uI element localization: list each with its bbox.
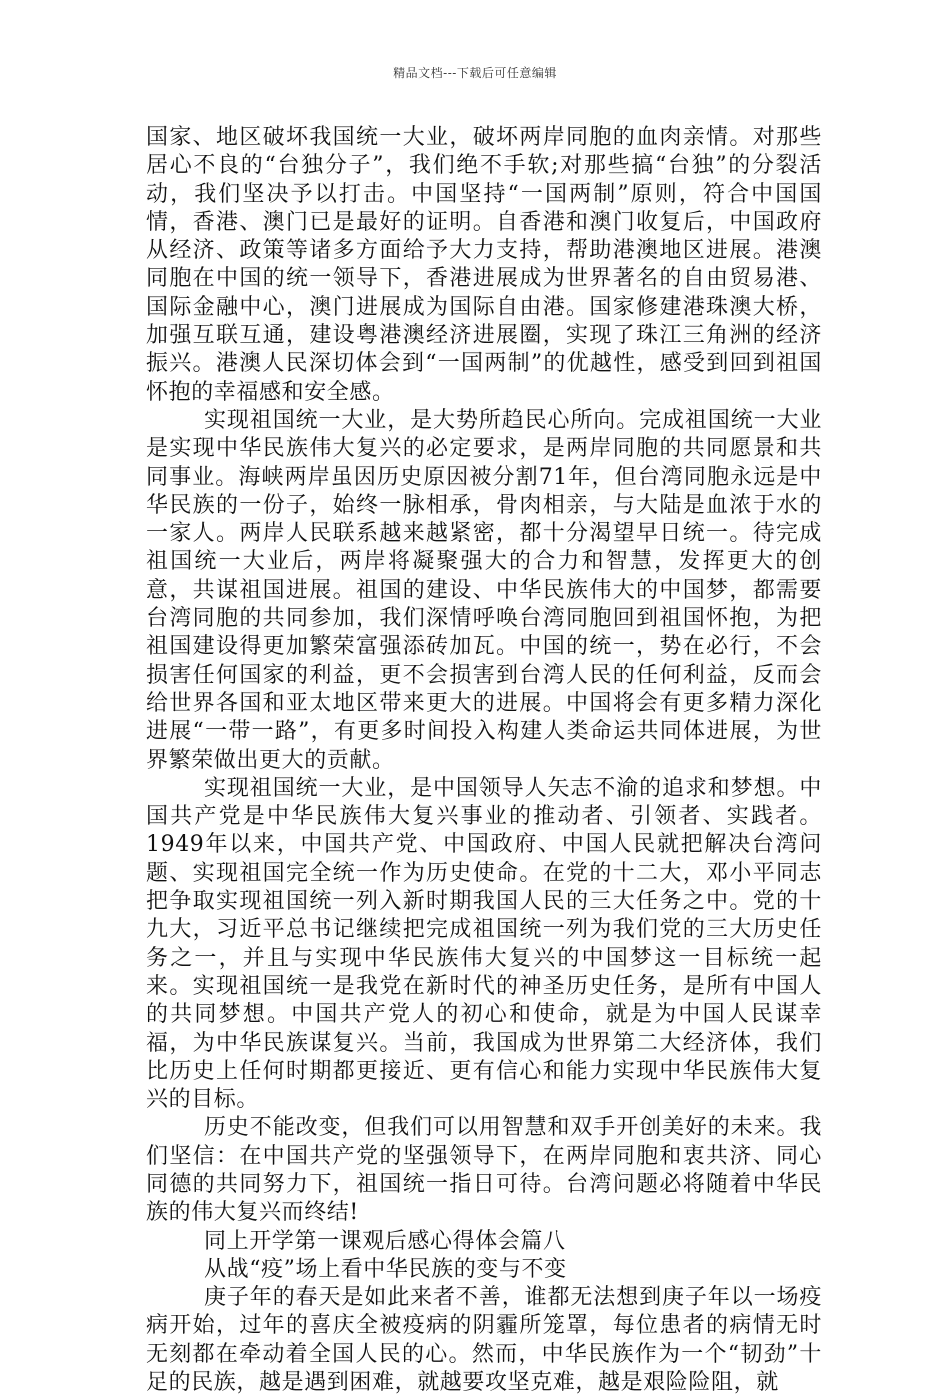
page-header: 精品文档---下载后可任意编辑 (393, 66, 557, 80)
paragraph-2: 实现祖国统一大业，是大势所趋民心所向。完成祖国统一大业是实现中华民族伟大复兴的必定要求，是两岸同胞的共同愿景和共同事业。海峡两岸虽因历史原因被分割71年，但台湾同胞永远是中华民族的一份子，始终一脉相承，骨肉相亲，与大陆是血浓于水的一家人。两岸人民联系越来越紧密，都十分渴望早日统一。待完成祖国统一大业后，两岸将凝聚强大的合力和智慧，发挥更大的创意，共谋祖国进展。祖国的建设、中华民族伟大的中国梦，都需要台湾同胞的共同参加，我们深情呼唤台湾同胞回到祖国怀抱，为把祖国建设得更加繁荣富强添砖加瓦。中国的统一，势在必行，不会损害任何国家的利益，更不会损害到台湾人民的任何利益，反而会给世界各国和亚太地区带来更大的进展。中国将会有更多精力深化进展“一带一路”，有更多时间投入构建人类命运共同体进展，为世界繁荣做出更大的贡献。 (146, 407, 822, 773)
article-title: 从战“疫”场上看中华民族的变与不变 (204, 1256, 567, 1282)
document-body (146, 124, 822, 1397)
paragraph-3: 实现祖国统一大业，是中国领导人矢志不渝的追求和梦想。中国共产党是中华民族伟大复兴事业的推动者、引领者、实践者。1949年以来，中国共产党、中国政府、中国人民就把解决台湾问题、实现祖国完全统一作为历史使命。在党的十二大，邓小平同志把争取实现祖国统一列入新时期我国人民的三大任务之中。党的十九大，习近平总书记继续把完成祖国统一列为我们党的三大历史任务之一，并且与实现中华民族伟大复兴的中国梦这一目标统一起来。实现祖国统一是我党在新时代的神圣历史任务，是所有中国人的共同梦想。中国共产党人的初心和使命，就是为中国人民谋幸福，为中华民族谋复兴。当前，我国成为世界第二大经济体，我们比历史上任何时期都更接近、更有信心和能力实现中华民族伟大复兴的目标。 (146, 775, 822, 1113)
paragraph-1: 国家、地区破坏我国统一大业，破坏两岸同胞的血肉亲情。对那些居心不良的“台独分子”，我们绝不手软;对那些搞“台独”的分裂活动，我们坚决予以打击。中国坚持“一国两制”原则，符合中国国情，香港、澳门已是最好的证明。自香港和澳门收复后，中国政府从经济、政策等诸多方面给予大力支持，帮助港澳地区进展。港澳同胞在中国的统一领导下，香港进展成为世界著名的自由贸易港、国际金融中心，澳门进展成为国际自由港。国家修建港珠澳大桥，加强互联互通，建设粤港澳经济进展圈，实现了珠江三角洲的经济振兴。港澳人民深切体会到“一国两制”的优越性，感受到回到祖国怀抱的幸福感和安全感。 (146, 125, 822, 405)
section-title: 同上开学第一课观后感心得体会篇八 (204, 1228, 566, 1254)
paragraph-5: 庚子年的春天是如此来者不善，谁都无法想到庚子年以一场疫病开始，过年的喜庆全被疫病的阴霾所笼罩，每位患者的病情无时无刻都在牵动着全国人民的心。然而，中华民族作为一个“韧劲”十足的民族，越是遇到困难，就越要攻坚克难，越是艰险险阻，就 (146, 1285, 822, 1396)
paragraph-4: 历史不能改变，但我们可以用智慧和双手开创美好的未来。我们坚信：在中国共产党的坚强领导下，在两岸同胞和衷共济、同心同德的共同努力下，祖国统一指日可待。台湾问题必将随着中华民族的伟大复兴而终结! (146, 1115, 822, 1226)
